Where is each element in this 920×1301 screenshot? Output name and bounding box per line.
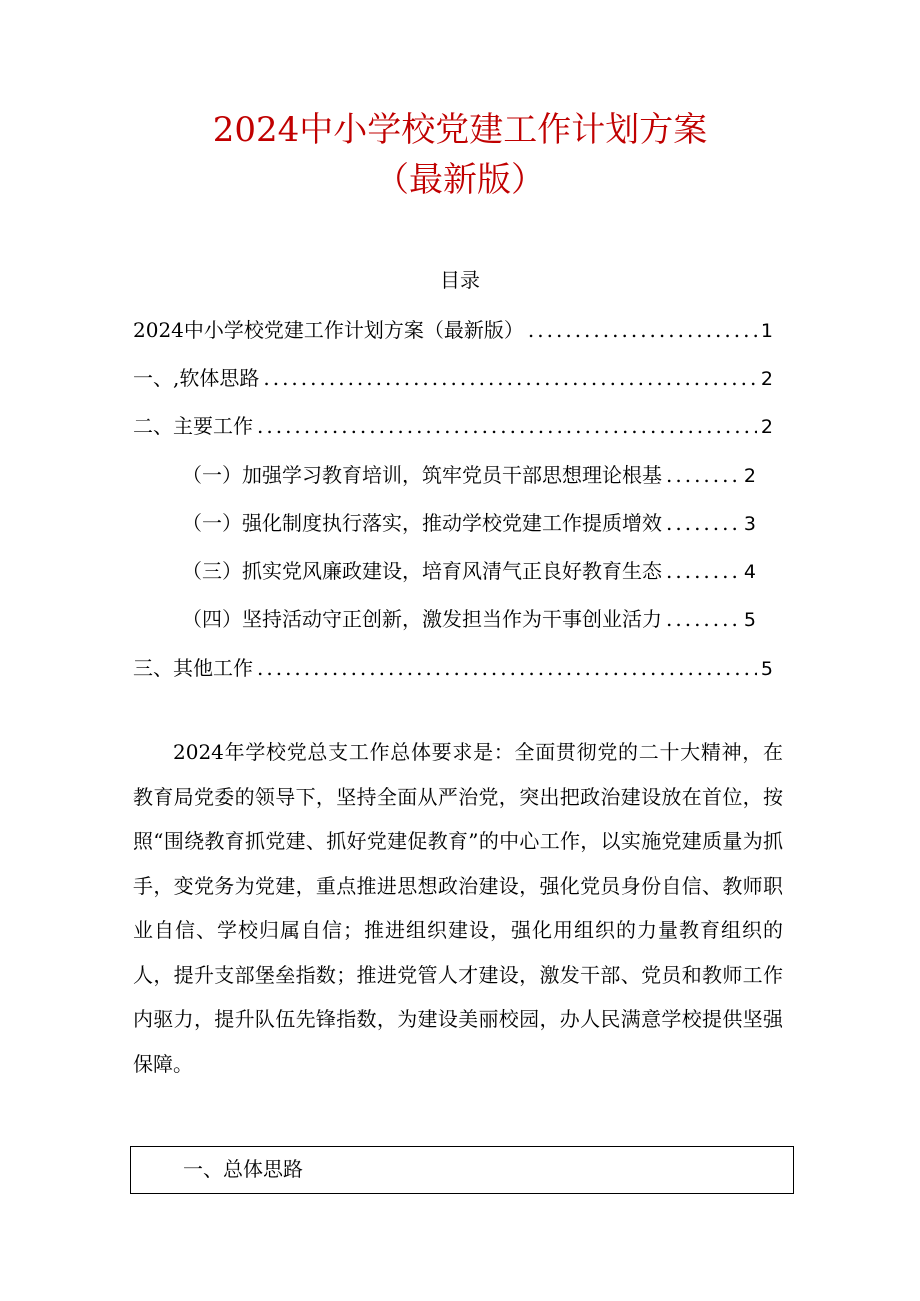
intro-paragraph: 2024年学校党总支工作总体要求是：全面贯彻党的二十大精神，在教育局党委的领导下，坚持全面从严治党，突出把政治建设放在首位，按照“围绕教育抓党建、抓好党建促教育”的中心工作，以实施党建质量为抓手，变党务为党建，重点推进思想政治建设，强化党员身份自信、教师职业自信、学校归属自信；推进组织建设，强化用组织的力量教育组织的人，提升支部堡垒指数；推进党管人才建设，激发干部、党员和教师工作内驱力，提升队伍先锋指数，为建设美丽校园，办人民满意学校提供坚强保障。 [133,740,783,1076]
toc-entry[interactable] [133,654,773,682]
document-title-line1: 2024中小学校党建工作计划方案 [212,110,708,150]
toc-leader-dots [528,316,757,344]
toc-entry-page: 2 [760,368,773,390]
toc-entry-page: 5 [743,609,756,631]
toc-entry-page: 3 [743,513,756,535]
toc-entry-label: （一）加强学习教育培训，筑牢党员干部思想理论根基 [182,463,662,487]
toc-entry[interactable] [133,364,773,392]
toc-entry-page: 4 [743,561,756,583]
toc-entry[interactable] [182,557,756,585]
toc-leader-dots [666,509,740,537]
toc-entry-label: （一）强化制度执行落实，推动学校党建工作提质增效 [182,511,662,535]
toc-leader-dots [666,605,740,633]
toc-entry-label: 2024中小学校党建工作计划方案（最新版） [133,318,524,342]
section-heading-box [130,1146,794,1194]
toc-entry-label: 一、,软体思路 [133,366,260,390]
toc-entry-page: 2 [743,465,756,487]
toc-leader-dots [257,654,757,682]
toc-leader-dots [257,412,757,440]
toc-entry-label: （四）坚持活动守正创新，激发担当作为干事创业活力 [182,607,662,631]
toc-entry-label: 三、其他工作 [133,656,253,680]
toc-entry[interactable] [133,412,773,440]
toc-entry[interactable] [182,461,756,489]
toc-entry-label: （三）抓实党风廉政建设，培育风清气正良好教育生态 [182,559,662,583]
toc-entry-page: 2 [760,416,773,438]
document-title-line2: （最新版） [375,160,545,200]
toc-leader-dots [666,557,740,585]
toc-leader-dots [666,461,740,489]
toc-entry-page: 5 [760,658,773,680]
toc-entry[interactable] [133,316,773,344]
toc-leader-dots [263,364,757,392]
toc-heading: 目录 [440,268,480,292]
section-heading-overall-approach: 一、总体思路 [183,1157,303,1181]
toc-entry[interactable] [182,605,756,633]
toc-entry[interactable] [182,509,756,537]
toc-entry-label: 二、主要工作 [133,414,253,438]
toc-entry-page: 1 [760,320,773,342]
